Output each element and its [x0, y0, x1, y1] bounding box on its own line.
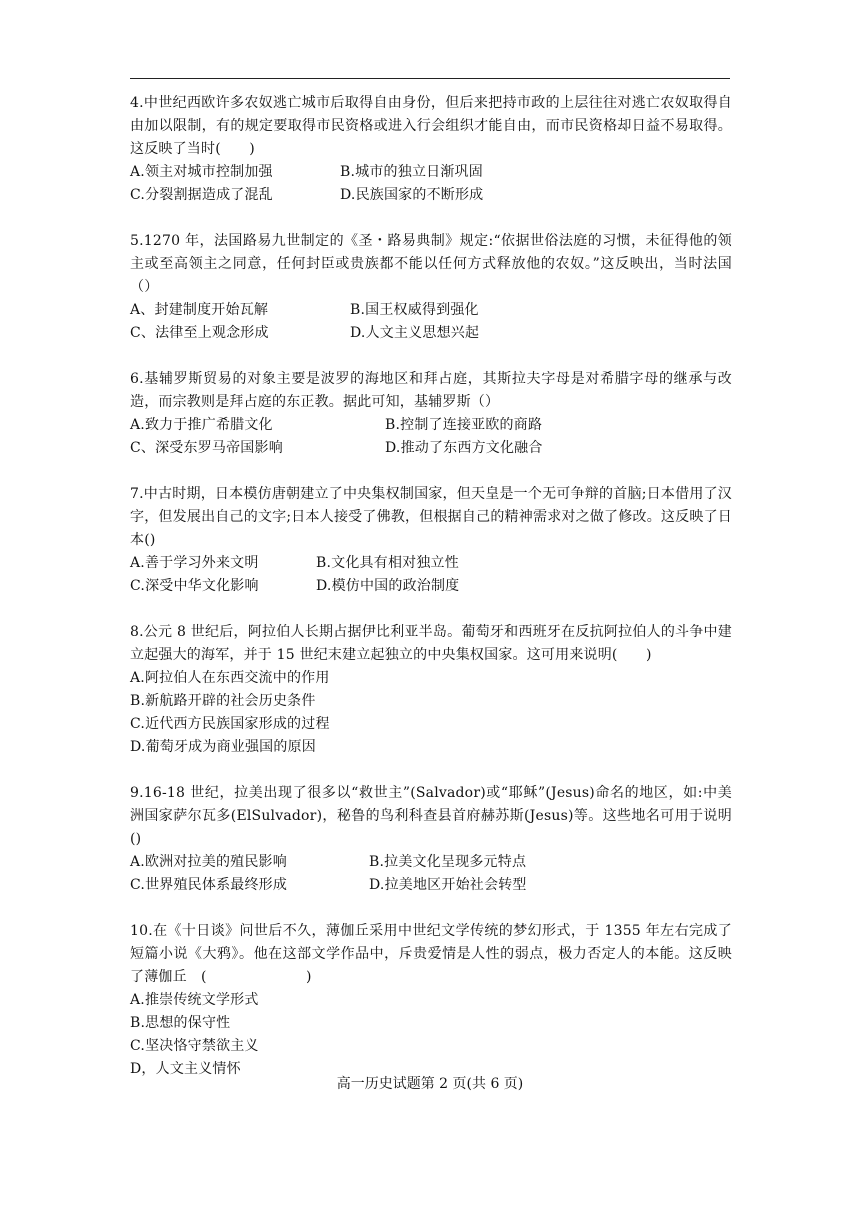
option-c: C.分裂割据造成了混乱 [130, 187, 273, 203]
header-rule [130, 78, 730, 79]
question-4 [130, 92, 732, 207]
question-6 [130, 368, 732, 460]
option-a: A.欧洲对拉美的殖民影响 [130, 854, 287, 870]
option-c: C.世界殖民体系最终形成 [130, 877, 288, 893]
options-grid [130, 552, 732, 598]
question-5 [130, 230, 732, 345]
option-c: C、法律至上观念形成 [130, 325, 269, 341]
option-d: D.拉美地区开始社会转型 [369, 877, 527, 893]
question-8 [130, 621, 732, 759]
option-b: B.拉美文化呈现多元特点 [369, 854, 527, 870]
option-d: D.模仿中国的政治制度 [316, 578, 460, 594]
option-b: B.控制了连接亚欧的商路 [385, 417, 543, 433]
question-stem: 7.中古时期，日本模仿唐朝建立了中央集权制国家，但天皇是一个无可争辩的首脑;日本借用了汉字，但发展出自己的文字;日本人接受了佛教，但根据自己的精神需求对之做了修改。这反映了日本() [130, 486, 732, 548]
options-grid [130, 299, 732, 345]
options-list [130, 989, 732, 1081]
question-9 [130, 782, 732, 897]
option-a: A.推崇传统文学形式 [130, 992, 259, 1008]
options-grid [130, 414, 732, 460]
option-a: A.领主对城市控制加强 [130, 164, 273, 180]
option-a: A.致力于推广希腊文化 [130, 417, 273, 433]
option-c: C.近代西方民族国家形成的过程 [130, 716, 330, 732]
option-a: A、封建制度开始瓦解 [130, 302, 269, 318]
options-grid [130, 161, 732, 207]
page-footer: 高一历史试题第 2 页(共 6 页) [336, 1076, 524, 1092]
option-c: C、深受东罗马帝国影响 [130, 440, 283, 456]
question-stem: 8.公元 8 世纪后，阿拉伯人长期占据伊比利亚半岛。葡萄牙和西班牙在反抗阿拉伯人的斗争中建立起强大的海军，并于 15 世纪末建立起独立的中央集权国家。这可用来说明( ) [130, 624, 732, 663]
options-list [130, 667, 732, 759]
option-b: B.思想的保守性 [130, 1015, 231, 1031]
option-b: B.国王权威得到强化 [350, 302, 479, 318]
question-10 [130, 920, 732, 1081]
option-d: D.人文主义思想兴起 [350, 325, 480, 341]
question-stem: 10.在《十日谈》问世后不久，薄伽丘采用中世纪文学传统的梦幻形式，于 1355 年左右完成了短篇小说《大鸦》。他在这部文学作品中，斥贵爱情是人性的弱点，极力否定人的本能。这反映了薄伽丘 ( ) [130, 923, 732, 985]
option-b: B.新航路开辟的社会历史条件 [130, 693, 316, 709]
option-b: B.文化具有相对独立性 [316, 555, 459, 571]
option-c: C.深受中华文化影响 [130, 578, 259, 594]
option-c: C.坚决恪守禁欲主义 [130, 1038, 259, 1054]
question-stem: 4.中世纪西欧许多农奴逃亡城市后取得自由身份，但后来把持市政的上层往往对逃亡农奴取得自由加以限制，有的规定要取得市民资格或进入行会组织才能自由，而市民资格却日益不易取得。这反映了当时( ) [130, 95, 732, 157]
option-a: A.阿拉伯人在东西交流中的作用 [130, 670, 330, 686]
question-list [130, 92, 732, 1104]
option-a: A.善于学习外来文明 [130, 555, 259, 571]
option-d: D.葡萄牙成为商业强国的原因 [130, 739, 316, 755]
question-7 [130, 483, 732, 598]
options-grid [130, 851, 732, 897]
option-d: D.民族国家的不断形成 [340, 187, 484, 203]
question-stem: 6.基辅罗斯贸易的对象主要是波罗的海地区和拜占庭，其斯拉夫字母是对希腊字母的继承与改造，而宗教则是拜占庭的东正教。据此可知，基辅罗斯（） [130, 371, 732, 410]
option-b: B.城市的独立日渐巩固 [340, 164, 483, 180]
option-d: D，人文主义情怀 [130, 1061, 241, 1077]
question-stem: 5.1270 年，法国路易九世制定的《圣・路易典制》规定:“依据世俗法庭的习惯，未征得他的领主或至高领主之同意，任何封臣或贵族都不能以任何方式释放他的农奴。”这反映出，当时法国（） [130, 233, 732, 295]
option-d: D.推动了东西方文化融合 [385, 440, 543, 456]
question-stem: 9.16-18 世纪，拉美出现了很多以“救世主”(Salvador)或“耶稣”(Jesus)命名的地区，如:中美洲国家萨尔瓦多(ElSulvador)，秘鲁的鸟利科查县首府赫苏斯(Jesus)等。这些地名可用于说明() [130, 785, 732, 847]
